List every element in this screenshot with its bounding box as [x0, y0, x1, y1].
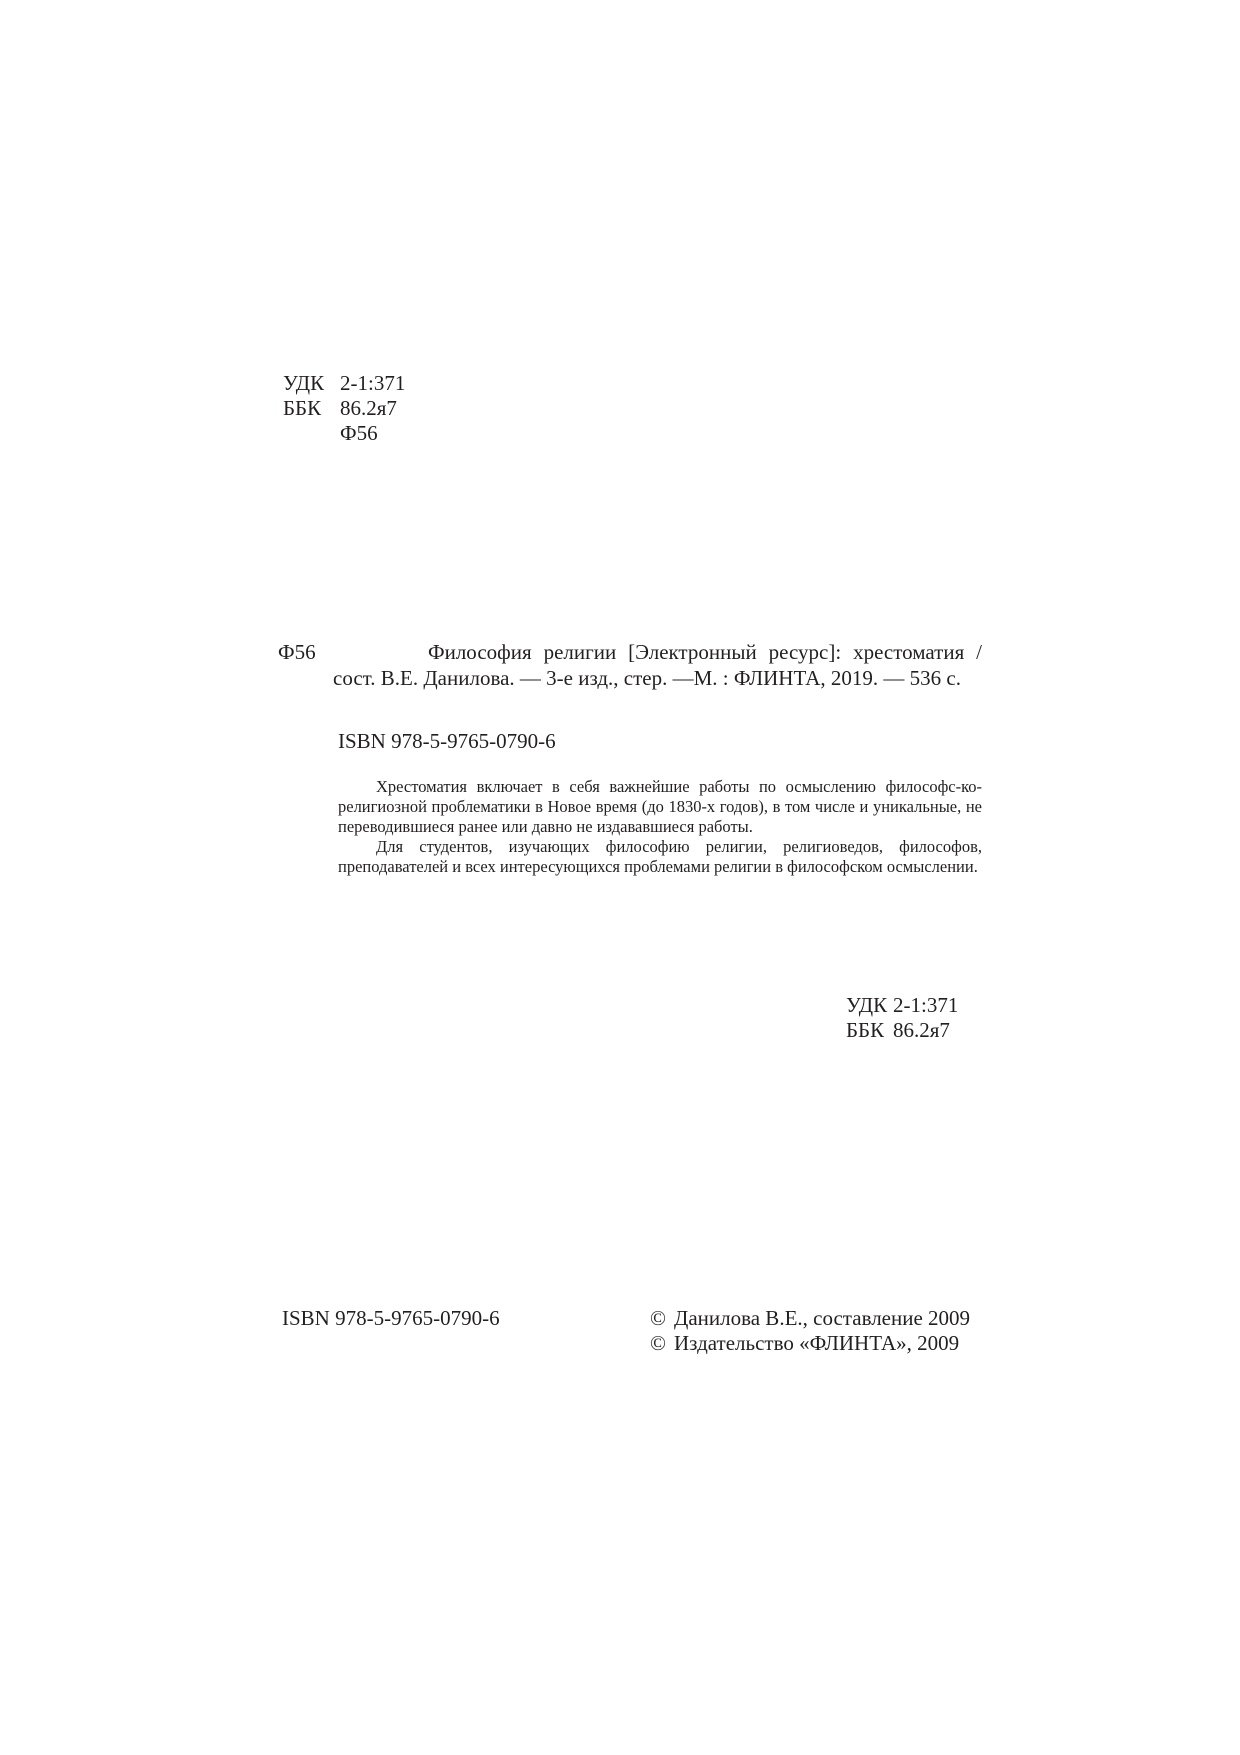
udk-row — [283, 371, 405, 396]
copyright-icon: © — [650, 1331, 666, 1355]
top-classification-block — [283, 371, 405, 446]
catalog-title-line-2: сост. В.Е. Данилова. — 3-е изд., стер. —М. : ФЛИНТА, 2019. — 536 с. — [333, 666, 961, 690]
annotation-paragraph: Хрестоматия включает в себя важнейшие работы по осмыслению философс-ко-религиозной проблематики в Новое время (до 1830-х годов), в том числе и уникальные, не переводившиеся ранее или давно не издававшиеся работы. — [338, 777, 982, 836]
copyright-text: Издательство «ФЛИНТА», 2009 — [674, 1331, 960, 1355]
copyright-line — [650, 1331, 970, 1356]
udk-value: 2-1:371 — [893, 993, 959, 1017]
copyright-block — [650, 1306, 970, 1356]
bbk-row — [283, 396, 405, 421]
catalog-isbn: ISBN 978-5-9765-0790-6 — [338, 729, 556, 753]
catalog-title-line: Философия религии [Электронный ресурс]: хрестоматия / — [428, 640, 982, 664]
bbk-value: 86.2я7 — [340, 396, 397, 420]
bottom-classification-block — [846, 993, 958, 1043]
udk-label: УДК — [283, 371, 325, 395]
udk-row — [846, 993, 958, 1018]
author-mark-top: Ф56 — [340, 421, 378, 445]
annotation — [338, 777, 982, 877]
udk-label: УДК — [846, 993, 888, 1017]
udk-value: 2-1:371 — [340, 371, 406, 395]
bbk-label: ББК — [283, 396, 322, 420]
annotation-paragraph: Для студентов, изучающих философию религии, религиоведов, философов, преподавателей и всех интересующихся проблемами религии в философском осмыслении. — [338, 837, 982, 876]
copyright-line — [650, 1306, 970, 1331]
bbk-row — [846, 1018, 958, 1043]
bbk-value: 86.2я7 — [893, 1018, 950, 1042]
copyright-text: Данилова В.Е., составление 2009 — [674, 1306, 971, 1330]
author-mark-row — [283, 421, 405, 446]
copyright-icon: © — [650, 1306, 666, 1330]
bbk-label: ББК — [846, 1018, 885, 1042]
catalog-author-mark: Ф56 — [278, 640, 316, 664]
footer-isbn: ISBN 978-5-9765-0790-6 — [282, 1306, 500, 1330]
